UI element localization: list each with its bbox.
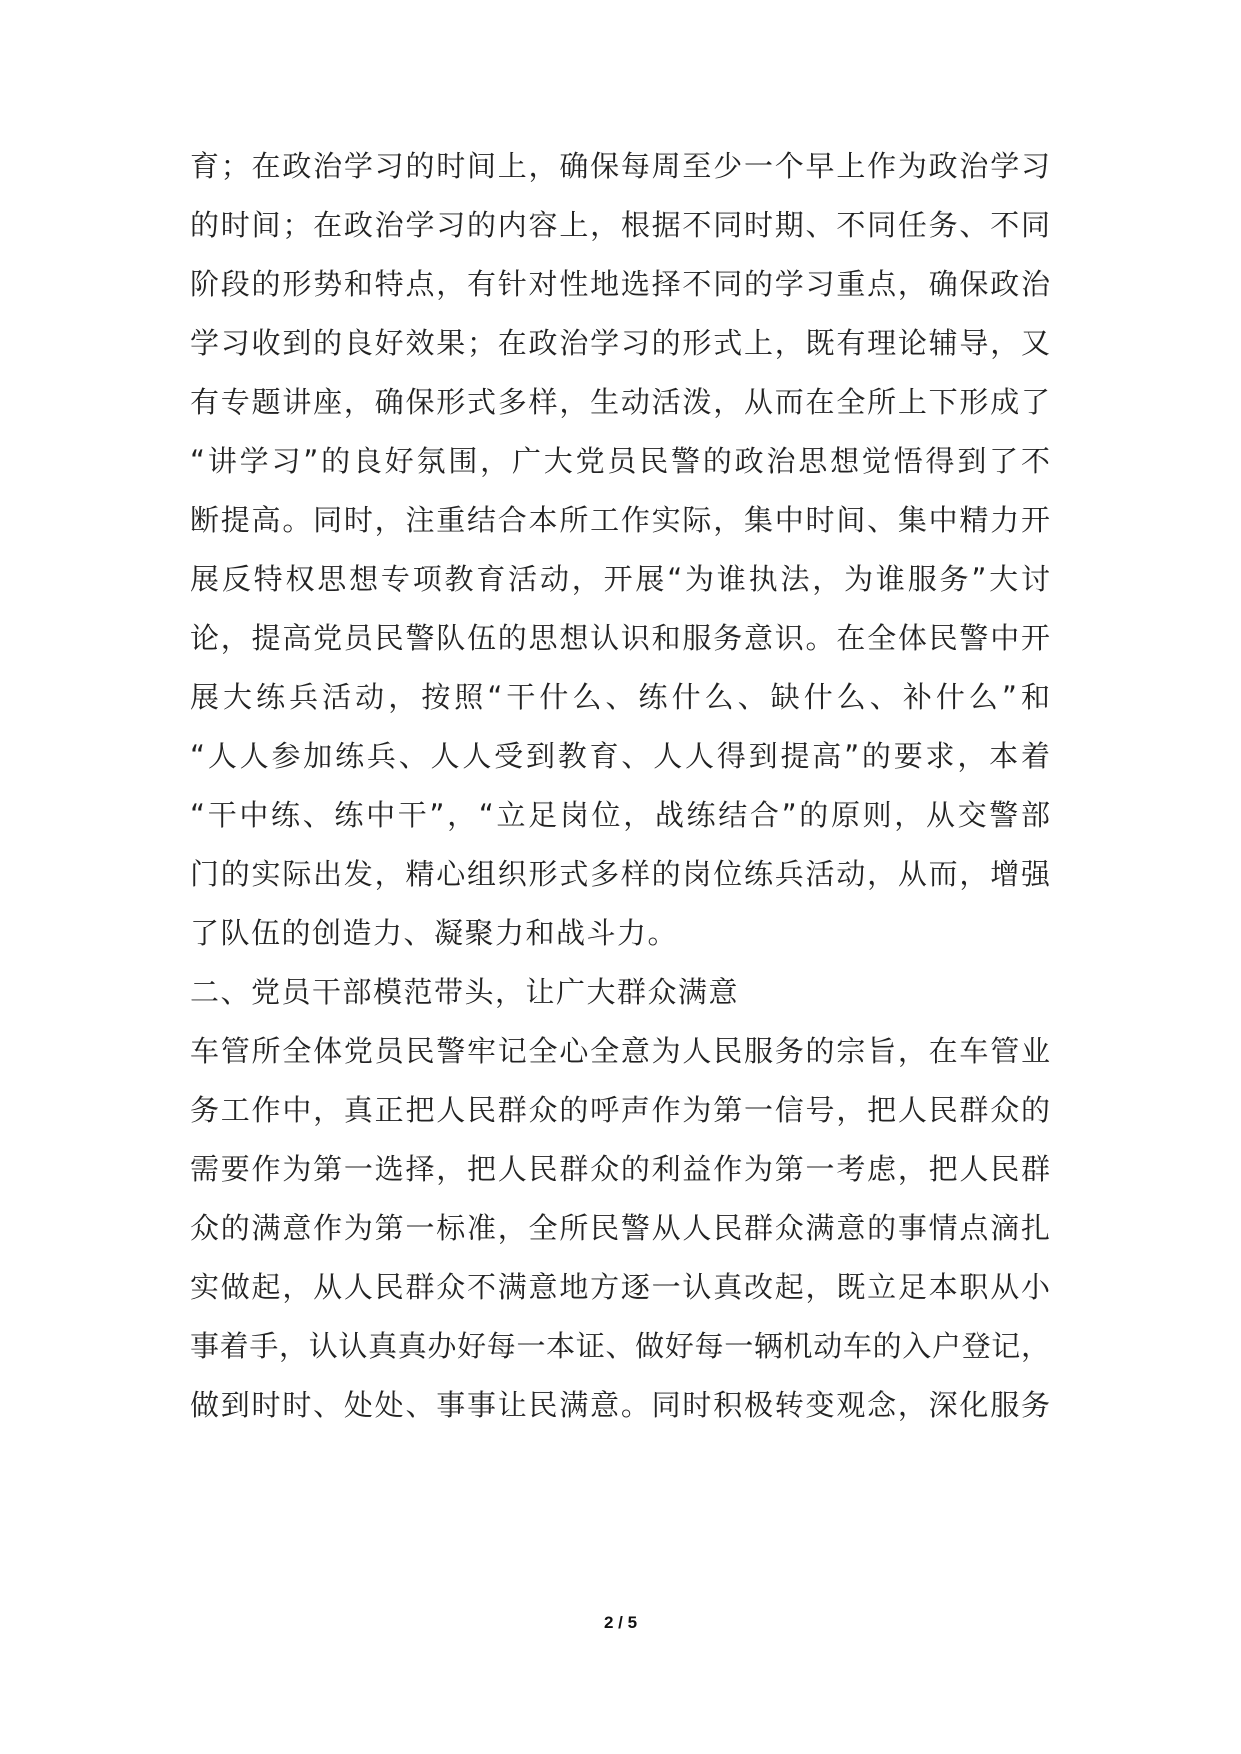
page-number: 2 / 5 [603, 1613, 638, 1632]
body-text-line: 门的实际出发，精心组织形式多样的岗位练兵活动，从而，增强 [190, 857, 1050, 891]
body-text-line: “干中练、练中干”，“立足岗位，战练结合”的原则，从交警部 [190, 798, 1050, 832]
body-text-line: “人人参加练兵、人人受到教育、人人得到提高”的要求，本着 [190, 739, 1050, 773]
section-heading: 二、党员干部模范带头，让广大群众满意 [190, 975, 740, 1009]
body-text-line: 断提高。同时，注重结合本所工作实际，集中时间、集中精力开 [190, 503, 1050, 537]
body-text-line: 车管所全体党员民警牢记全心全意为人民服务的宗旨，在车管业 [190, 1034, 1050, 1068]
body-text-line: “讲学习”的良好氛围，广大党员民警的政治思想觉悟得到了不 [190, 444, 1050, 478]
body-text-line: 的时间；在政治学习的内容上，根据不同时期、不同任务、不同 [190, 208, 1050, 242]
body-text-line: 展大练兵活动，按照“干什么、练什么、缺什么、补什么”和 [190, 680, 1050, 714]
body-text-line: 学习收到的良好效果；在政治学习的形式上，既有理论辅导，又 [190, 326, 1050, 360]
body-text-line: 论，提高党员民警队伍的思想认识和服务意识。在全体民警中开 [190, 621, 1050, 655]
body-text-line: 做到时时、处处、事事让民满意。同时积极转变观念，深化服务 [190, 1388, 1050, 1422]
body-text-line: 了队伍的创造力、凝聚力和战斗力。 [190, 916, 679, 950]
body-text-line: 需要作为第一选择，把人民群众的利益作为第一考虑，把人民群 [190, 1152, 1050, 1186]
body-text-line: 事着手，认认真真办好每一本证、做好每一辆机动车的入户登记， [190, 1329, 1050, 1363]
body-text-line: 实做起，从人民群众不满意地方逐一认真改起，既立足本职从小 [190, 1270, 1050, 1304]
body-text-line: 育；在政治学习的时间上，确保每周至少一个早上作为政治学习 [190, 149, 1050, 183]
body-text-line: 阶段的形势和特点，有针对性地选择不同的学习重点，确保政治 [190, 267, 1050, 301]
body-text-line: 务工作中，真正把人民群众的呼声作为第一信号，把人民群众的 [190, 1093, 1050, 1127]
body-text-line: 众的满意作为第一标准，全所民警从人民群众满意的事情点滴扎 [190, 1211, 1050, 1245]
body-text-line: 有专题讲座，确保形式多样，生动活泼，从而在全所上下形成了 [190, 385, 1050, 419]
body-text-line: 展反特权思想专项教育活动，开展“为谁执法，为谁服务”大讨 [190, 562, 1050, 596]
